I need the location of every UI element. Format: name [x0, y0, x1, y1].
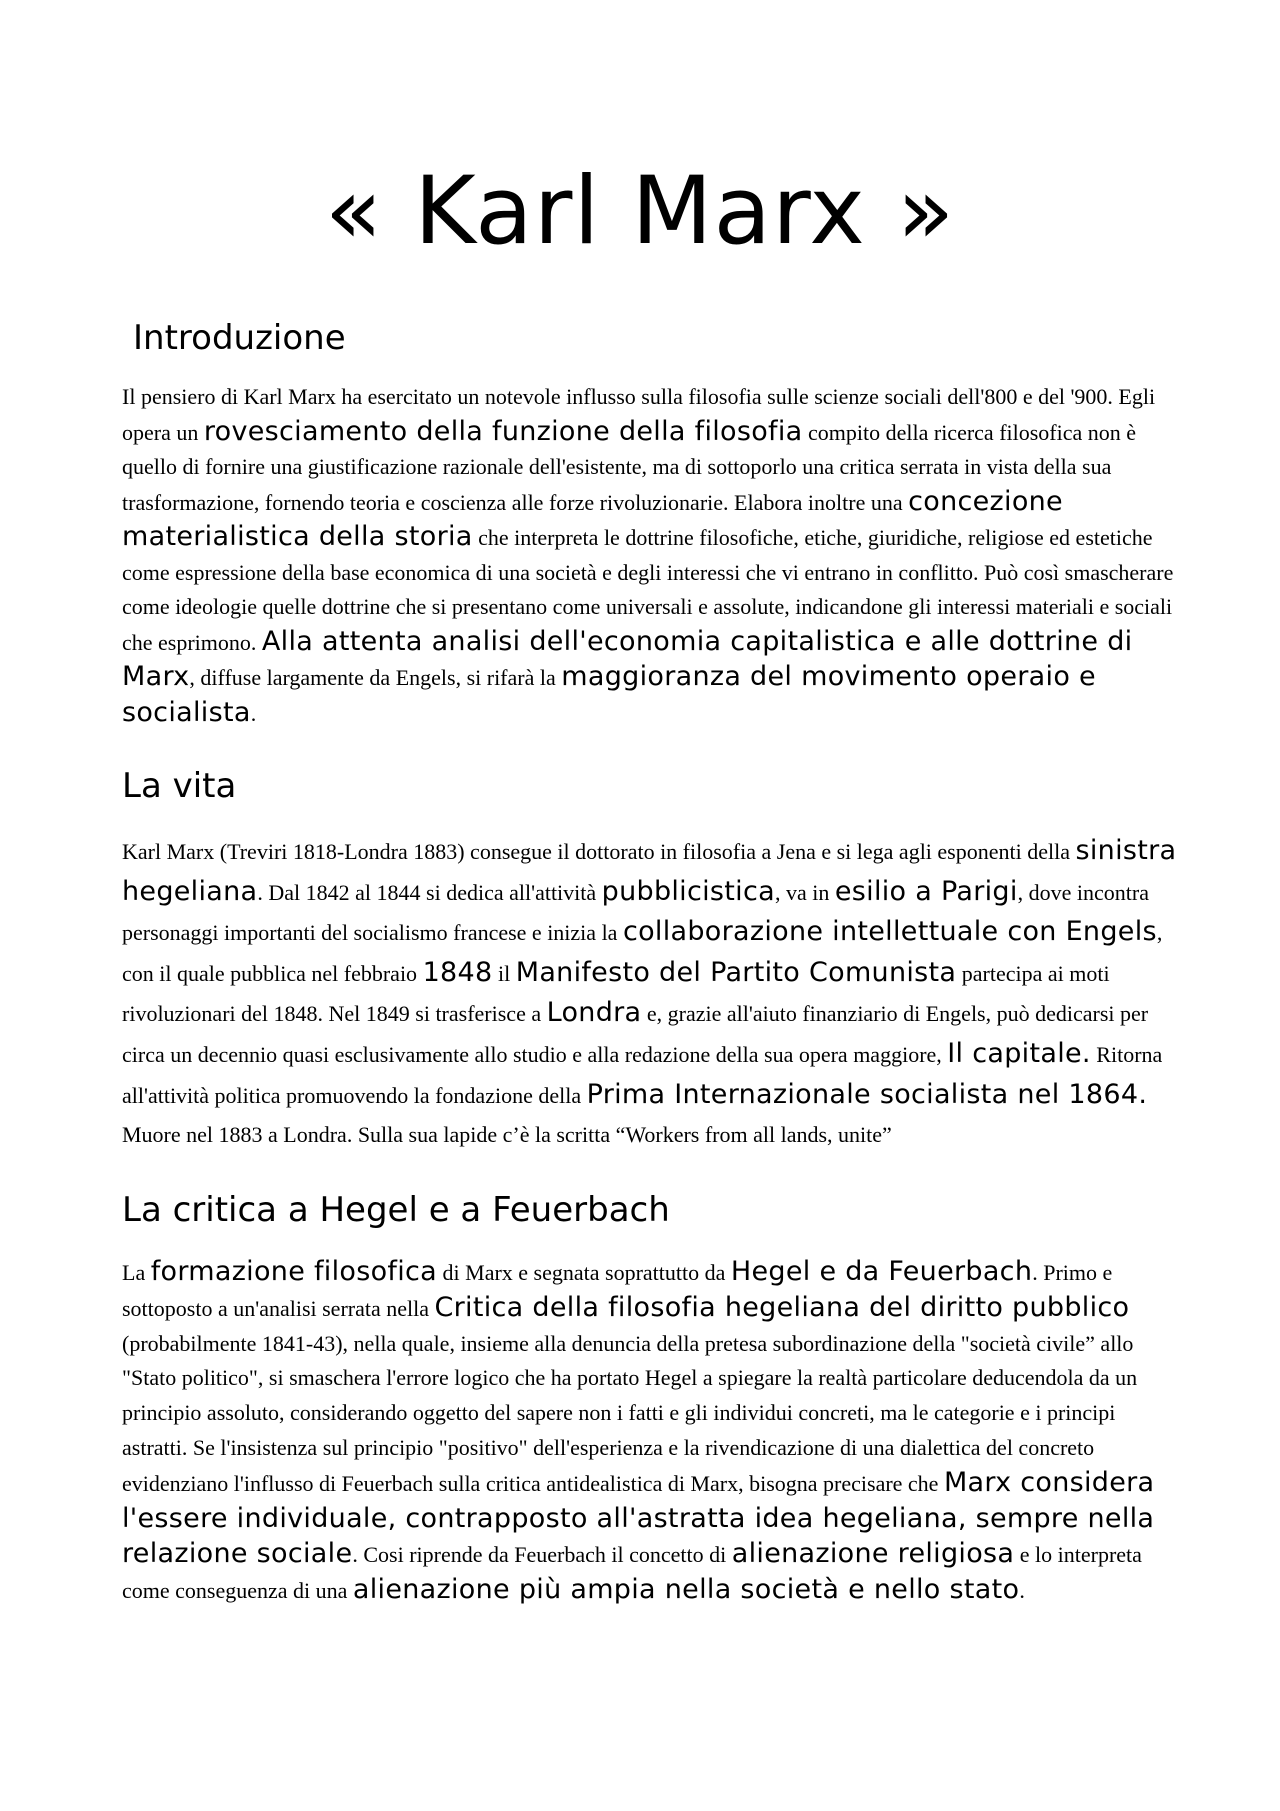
emphasis-phrase: Marx considera l'essere individuale, contrapposto all'astratta idea hegeliana, sempre nella relazione sociale	[122, 1466, 1155, 1570]
emphasis-phrase: Alla attenta analisi dell'economia capitalistica e alle dottrine di Marx	[122, 625, 1133, 692]
section-heading-critica-hegel-feuerbach: La critica a Hegel e a Feuerbach	[122, 1190, 670, 1230]
emphasis-phrase: Prima Internazionale socialista nel 1864.	[586, 1078, 1148, 1110]
emphasis-phrase: Il capitale.	[947, 1037, 1091, 1069]
paragraph-introduzione	[122, 380, 1177, 731]
section-heading-la-vita: La vita	[122, 766, 237, 806]
text-run: Il pensiero di Karl Marx ha esercitato un notevole influsso sulla filosofia sulle scienze sociali dell'800 e del '900. Egli opera un	[122, 384, 1156, 445]
text-run: che interpreta le dottrine filosofiche, etiche, giuridiche, religiose ed estetiche come espressione della base economica di una società e degli interessi che vi entrano in conflitto. Può così smascherare come ideologie quelle dottrine che si presentano come universali e assolute, indicandone gli interessi materiali e sociali che esprimono.	[122, 525, 1174, 655]
emphasis-phrase: 1848	[422, 956, 493, 988]
text-run: (probabilmente 1841-43), nella quale, insieme alla denuncia della pretesa subordinazione della "società civile” allo "Stato politico", si smaschera l'errore logico che ha portato Hegel a spiegare la realtà particolare deducendola da un principio assoluto, considerando oggetto del sapere non i fatti e gli individui concreti, ma le categorie e i principi astratti. Se l'insistenza sul principio "positivo" dell'esperienza e la rivendicazione di una dialettica del concreto evidenziano l'influsso di Feuerbach sulla critica antidealistica di Marx, bisogna precisare che	[122, 1330, 1138, 1496]
emphasis-phrase: Critica della filosofia hegeliana del diritto pubblico	[434, 1291, 1130, 1323]
emphasis-phrase: esilio a Parigi	[834, 875, 1018, 907]
text-run: .	[250, 700, 257, 726]
text-run: . Primo e sottoposto a un'analisi serrata nella	[122, 1260, 1113, 1321]
emphasis-phrase: rovesciamento della funzione della filosofia	[203, 415, 803, 447]
emphasis-phrase: Hegel e da Feuerbach	[730, 1256, 1033, 1287]
paragraph-critica-hegel-feuerbach	[122, 1255, 1177, 1609]
text-run: e, grazie all'aiuto finanziario di Engels, può dedicarsi per circa un decennio quasi esclusivamente allo studio e alla redazione della sua opera maggiore,	[122, 1001, 1149, 1067]
text-run: e lo interpreta come conseguenza di una	[122, 1542, 1142, 1604]
text-run: Ritorna all'attività politica promuovendo la fondazione della	[122, 1041, 1163, 1108]
emphasis-phrase: alienazione religiosa	[731, 1538, 1015, 1570]
emphasis-phrase: sinistra hegeliana	[122, 835, 1177, 907]
text-run: Karl Marx (Treviri 1818-Londra 1883) consegue il dottorato in filosofia a Jena e si lega agli esponenti della	[122, 839, 1076, 864]
text-run: , diffuse largamente da Engels, si rifarà la	[189, 665, 562, 690]
section-heading-introduzione: Introduzione	[133, 318, 346, 358]
emphasis-phrase: Manifesto del Partito Comunista	[515, 956, 957, 988]
emphasis-phrase: collaborazione intellettuale con Engels	[622, 916, 1157, 948]
text-run: il	[492, 960, 516, 986]
text-run: di Marx e segnata soprattutto da	[437, 1260, 731, 1285]
emphasis-phrase: pubblicistica	[601, 875, 775, 907]
text-run: , con il quale pubblica nel febbraio	[122, 920, 1163, 986]
text-run: partecipa ai moti rivoluzionari del 1848. Nel 1849 si trasferisce a	[122, 960, 1110, 1027]
emphasis-phrase: alienazione più ampia nella società e nello stato	[352, 1574, 1020, 1606]
text-run: .	[1019, 1578, 1025, 1604]
text-run: . Dal 1842 al 1844 si dedica all'attività	[257, 879, 602, 905]
paragraph-la-vita	[122, 831, 1177, 1155]
page-title: « Karl Marx »	[324, 157, 956, 266]
emphasis-phrase: Londra	[546, 997, 642, 1029]
text-run: . Cosi riprende da Feuerbach il concetto di	[352, 1542, 732, 1568]
text-run: , dove incontra personaggi importanti del socialismo francese e inizia la	[122, 879, 1150, 946]
text-run: , va in	[774, 879, 835, 905]
emphasis-phrase: concezione materialistica della storia	[122, 485, 1063, 552]
text-run: compito della ricerca filosofica non è quello di fornire una giustificazione razionale dell'esistente, ma di sottoporlo una critica serrata in vista della sua trasformazione, fornendo teoria e coscienza alle forze rivoluzionarie. Elabora inoltre una	[122, 419, 1137, 515]
emphasis-phrase: formazione filosofica	[150, 1256, 438, 1287]
emphasis-phrase: maggioranza del movimento operaio e socialista	[122, 661, 1096, 728]
text-run: Muore nel 1883 a Londra. Sulla sua lapide c’è la scritta “Workers from all lands, unite”	[122, 1122, 892, 1148]
text-run: La	[122, 1260, 151, 1285]
